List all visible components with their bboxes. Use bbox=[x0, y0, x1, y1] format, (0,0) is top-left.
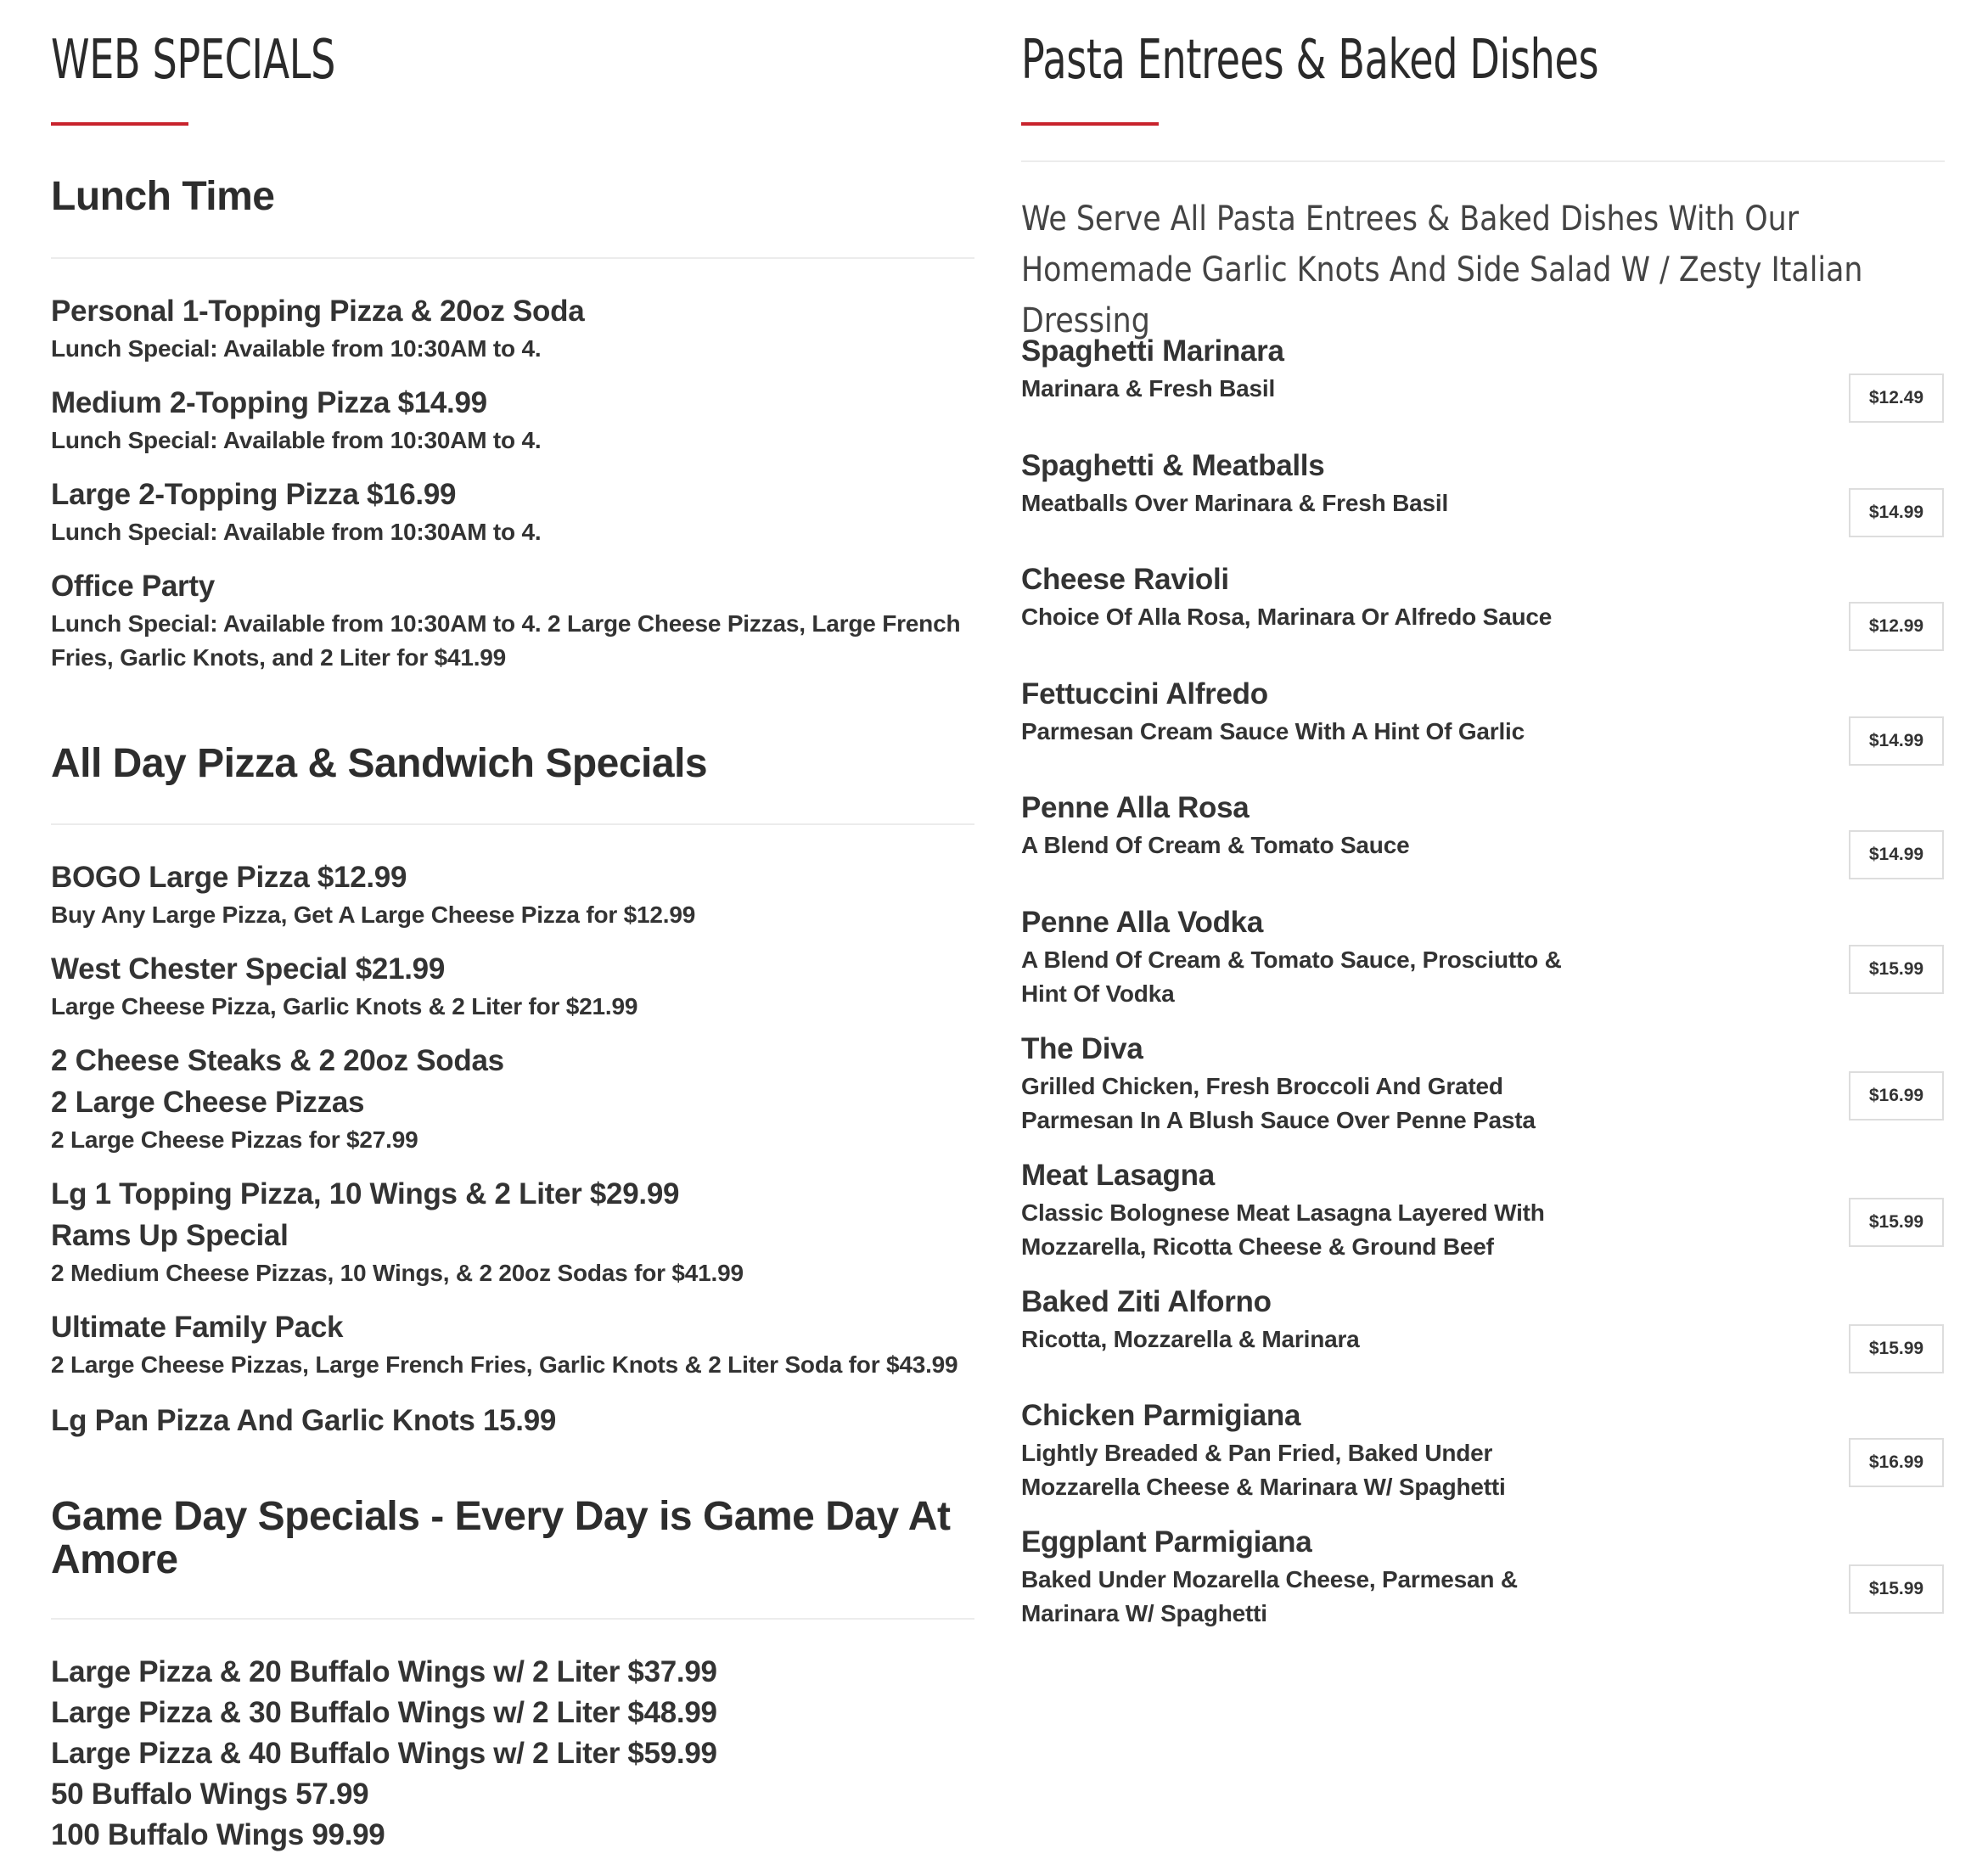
item-description: Ricotta, Mozzarella & Marinara bbox=[1021, 1326, 1360, 1352]
menu-item[interactable] bbox=[1021, 446, 1946, 520]
price-badge: $12.49 bbox=[1849, 374, 1944, 423]
menu-item[interactable] bbox=[1021, 1029, 1946, 1137]
section-divider bbox=[51, 823, 974, 825]
menu-item[interactable]: 100 Buffalo Wings 99.99 bbox=[51, 1818, 385, 1851]
item-description: Meatballs Over Marinara & Fresh Basil bbox=[1021, 490, 1449, 516]
item-name: Eggplant Parmigiana bbox=[1021, 1525, 1312, 1559]
pasta-title-underline bbox=[1021, 122, 1159, 126]
item-description: Buy Any Large Pizza, Get A Large Cheese Pizza for $12.99 bbox=[51, 901, 696, 928]
menu-item[interactable]: Large Pizza & 30 Buffalo Wings w/ 2 Liter $48.99 bbox=[51, 1696, 717, 1729]
menu-item[interactable] bbox=[1021, 788, 1946, 862]
price-badge: $14.99 bbox=[1849, 488, 1944, 537]
section-divider bbox=[51, 1618, 974, 1620]
item-name: The Diva bbox=[1021, 1032, 1143, 1065]
menu-item[interactable]: 50 Buffalo Wings 57.99 bbox=[51, 1778, 369, 1811]
menu-item[interactable]: Large Pizza & 40 Buffalo Wings w/ 2 Liter $59.99 bbox=[51, 1737, 717, 1770]
menu-item[interactable] bbox=[51, 566, 976, 675]
item-name: Large 2-Topping Pizza $16.99 bbox=[51, 478, 457, 511]
web-specials-title-underline bbox=[51, 122, 188, 126]
item-description: Lunch Special: Available from 10:30AM to 4. 2 Large Cheese Pizzas, Large French Fries, Garlic Knots, and 2 Liter for $41.99 bbox=[51, 610, 961, 671]
menu-item[interactable] bbox=[51, 949, 976, 1024]
menu-item[interactable] bbox=[51, 857, 976, 932]
item-description: Baked Under Mozarella Cheese, Parmesan & Marinara W/ Spaghetti bbox=[1021, 1566, 1518, 1626]
item-description: Classic Bolognese Meat Lasagna Layered With Mozzarella, Ricotta Cheese & Ground Beef bbox=[1021, 1199, 1545, 1260]
menu-item[interactable] bbox=[1021, 1155, 1946, 1264]
item-description: Large Cheese Pizza, Garlic Knots & 2 Liter for $21.99 bbox=[51, 993, 638, 1019]
price-badge: $14.99 bbox=[1849, 716, 1944, 766]
menu-item[interactable] bbox=[1021, 1522, 1946, 1631]
menu-item[interactable] bbox=[1021, 1396, 1946, 1504]
price-badge: $16.99 bbox=[1849, 1438, 1944, 1487]
item-description: Lunch Special: Available from 10:30AM to 4. bbox=[51, 427, 542, 453]
item-name: Penne Alla Rosa bbox=[1021, 791, 1250, 824]
section-title-game-day-specials: Game Day Specials - Every Day is Game Day At Amore bbox=[51, 1494, 951, 1582]
price-badge: $15.99 bbox=[1849, 1198, 1944, 1247]
item-name: Lg 1 Topping Pizza, 10 Wings & 2 Liter $29.99 bbox=[51, 1177, 680, 1210]
item-description: 2 Large Cheese Pizzas, Large French Fries, Garlic Knots & 2 Liter Soda for $43.99 bbox=[51, 1351, 958, 1378]
item-description: 2 Medium Cheese Pizzas, 10 Wings, & 2 20oz Sodas for $41.99 bbox=[51, 1260, 744, 1286]
pasta-intro-text: We Serve All Pasta Entrees & Baked Dishes With Our Homemade Garlic Knots And Side Salad W / Zesty Italian Dressing bbox=[1021, 199, 1863, 340]
item-description: A Blend Of Cream & Tomato Sauce, Prosciutto & Hint Of Vodka bbox=[1021, 946, 1562, 1007]
menu-item[interactable] bbox=[51, 475, 976, 549]
price-badge: $15.99 bbox=[1849, 1324, 1944, 1373]
item-description: Choice Of Alla Rosa, Marinara Or Alfredo Sauce bbox=[1021, 604, 1553, 630]
item-description: Grilled Chicken, Fresh Broccoli And Grated Parmesan In A Blush Sauce Over Penne Pasta bbox=[1021, 1073, 1536, 1133]
item-name: Spaghetti & Meatballs bbox=[1021, 449, 1325, 482]
item-name: 2 Large Cheese Pizzas bbox=[51, 1086, 365, 1119]
item-description: A Blend Of Cream & Tomato Sauce bbox=[1021, 832, 1410, 858]
item-name: Cheese Ravioli bbox=[1021, 563, 1229, 596]
menu-item[interactable] bbox=[51, 1401, 976, 1441]
item-name: Fettuccini Alfredo bbox=[1021, 677, 1268, 711]
price-badge: $15.99 bbox=[1849, 1564, 1944, 1614]
web-specials-title: WEB SPECIALS bbox=[51, 29, 335, 92]
menu-item[interactable] bbox=[51, 383, 976, 458]
menu-item[interactable] bbox=[1021, 902, 1946, 1011]
menu-item[interactable] bbox=[1021, 559, 1946, 634]
item-name: Penne Alla Vodka bbox=[1021, 906, 1264, 939]
item-description: Parmesan Cream Sauce With A Hint Of Garlic bbox=[1021, 718, 1525, 744]
section-title-lunch-time: Lunch Time bbox=[51, 174, 275, 219]
menu-item[interactable] bbox=[1021, 1282, 1946, 1356]
item-name: Spaghetti Marinara bbox=[1021, 334, 1284, 368]
item-description: Marinara & Fresh Basil bbox=[1021, 375, 1276, 402]
menu-item[interactable] bbox=[51, 291, 976, 366]
menu-item[interactable] bbox=[51, 1216, 976, 1290]
menu-item[interactable] bbox=[51, 1174, 976, 1215]
item-name: Baked Ziti Alforno bbox=[1021, 1285, 1272, 1318]
price-badge: $12.99 bbox=[1849, 602, 1944, 651]
item-name: Chicken Parmigiana bbox=[1021, 1399, 1301, 1432]
pasta-title: Pasta Entrees & Baked Dishes bbox=[1021, 29, 1599, 92]
item-description: Lunch Special: Available from 10:30AM to 4. bbox=[51, 335, 542, 362]
section-divider bbox=[51, 257, 974, 259]
item-description: Lunch Special: Available from 10:30AM to 4. bbox=[51, 519, 542, 545]
price-badge: $16.99 bbox=[1849, 1071, 1944, 1121]
item-description: Lightly Breaded & Pan Fried, Baked Under Mozzarella Cheese & Marinara W/ Spaghetti bbox=[1021, 1440, 1506, 1500]
item-name: Ultimate Family Pack bbox=[51, 1311, 344, 1344]
menu-item[interactable] bbox=[51, 1082, 976, 1157]
menu-item[interactable] bbox=[1021, 674, 1946, 749]
item-name: Office Party bbox=[51, 570, 215, 603]
item-name: 2 Cheese Steaks & 2 20oz Sodas bbox=[51, 1044, 504, 1077]
item-name: Rams Up Special bbox=[51, 1219, 289, 1252]
price-badge: $15.99 bbox=[1849, 945, 1944, 994]
item-name: Personal 1-Topping Pizza & 20oz Soda bbox=[51, 295, 585, 328]
menu-item[interactable]: Large Pizza & 20 Buffalo Wings w/ 2 Liter $37.99 bbox=[51, 1655, 717, 1688]
item-description: 2 Large Cheese Pizzas for $27.99 bbox=[51, 1126, 418, 1153]
price-badge: $14.99 bbox=[1849, 830, 1944, 879]
section-divider bbox=[1021, 160, 1945, 162]
item-name: West Chester Special $21.99 bbox=[51, 952, 446, 986]
item-name: Lg Pan Pizza And Garlic Knots 15.99 bbox=[51, 1404, 557, 1437]
section-title-all-day-specials: All Day Pizza & Sandwich Specials bbox=[51, 741, 708, 786]
menu-item[interactable] bbox=[51, 1307, 976, 1382]
item-name: Meat Lasagna bbox=[1021, 1159, 1215, 1192]
menu-item[interactable] bbox=[51, 1041, 976, 1081]
menu-item[interactable] bbox=[1021, 331, 1946, 406]
item-name: Medium 2-Topping Pizza $14.99 bbox=[51, 386, 487, 419]
item-name: BOGO Large Pizza $12.99 bbox=[51, 861, 407, 894]
